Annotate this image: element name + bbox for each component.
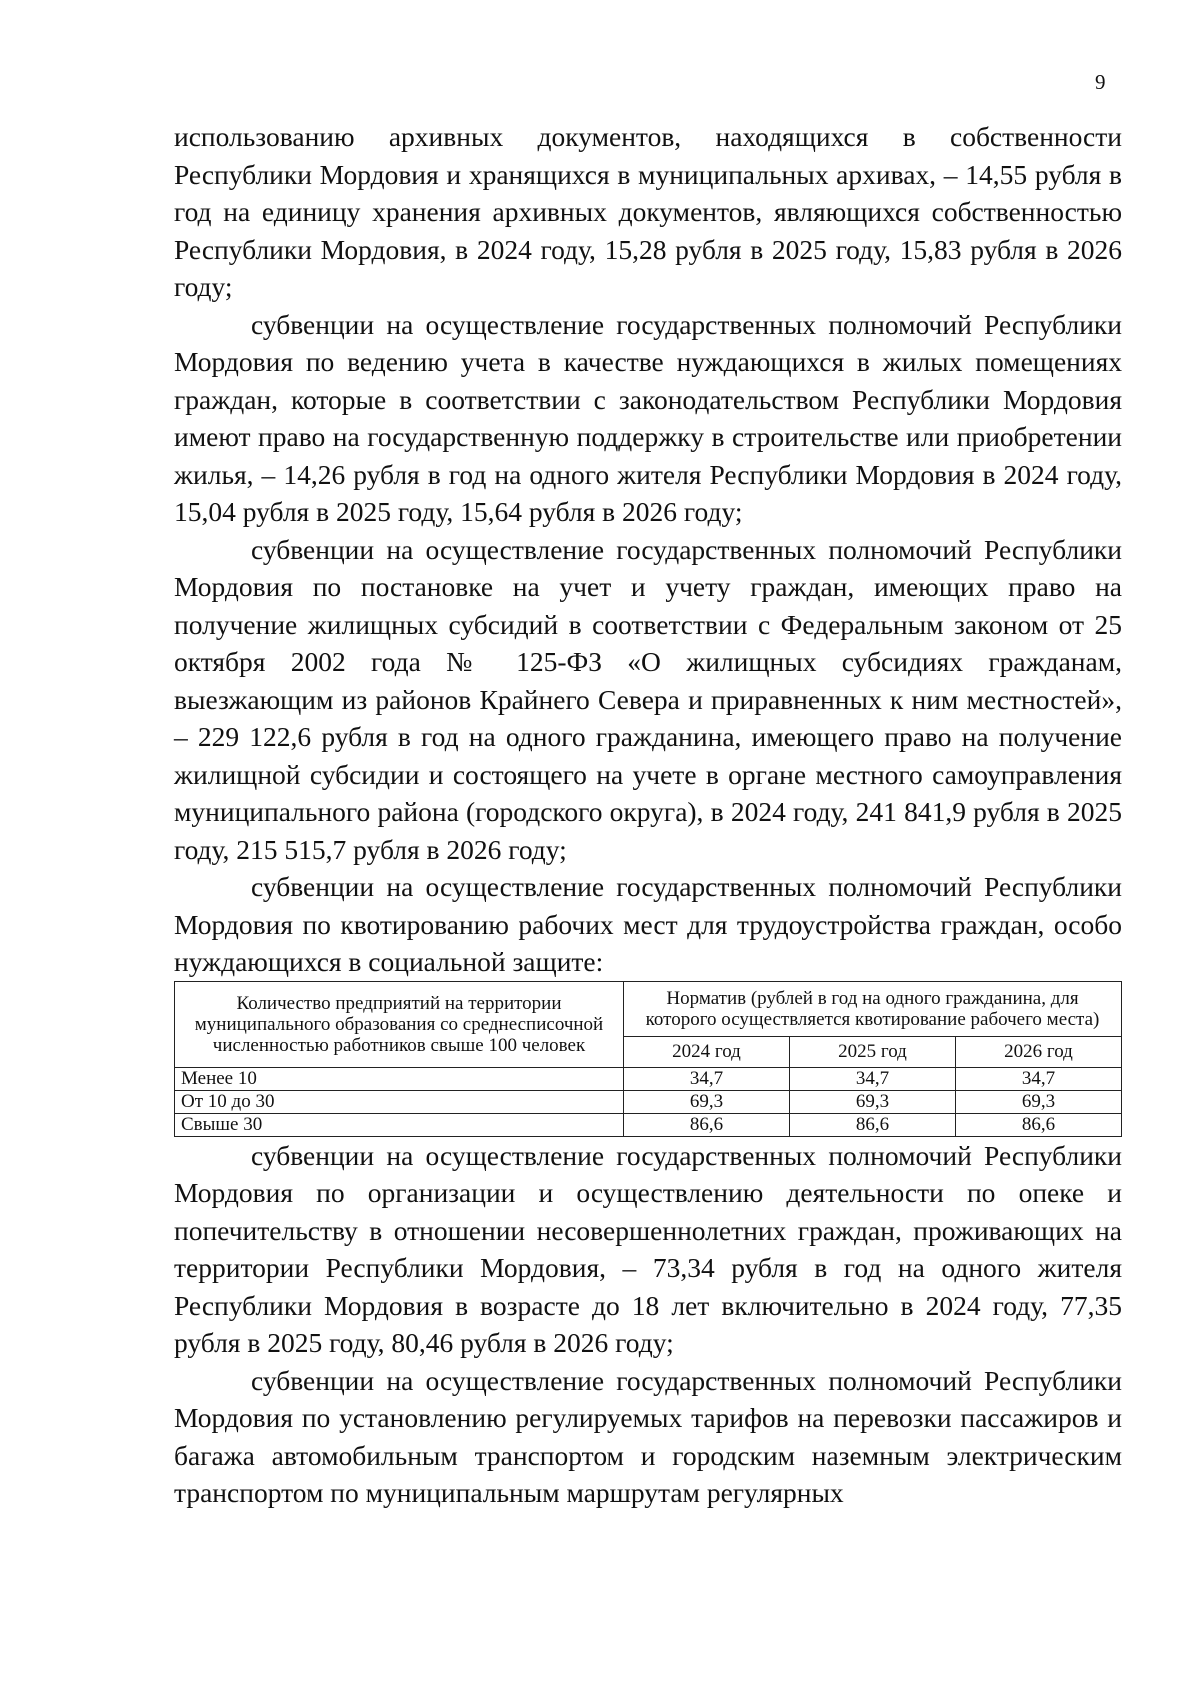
paragraph-transport-tariffs: субвенции на осуществление государственных полномочий Республики Мордовия по установлению регулируемых тарифов на перевозки пассажиров и багажа автомобильным транспортом и городским наземным электрическим транспортом по муниципальным маршрутам регулярных: [174, 1364, 1122, 1508]
row-value-2024: 34,7: [624, 1067, 790, 1090]
header-year-2026: 2026 год: [955, 1036, 1121, 1067]
paragraph-guardianship: субвенции на осуществление государственных полномочий Республики Мордовия по организации и осуществлению деятельности по опеке и попечительству в отношении несовершеннолетних граждан, проживающих на территории Республики Мордовия, – 73,34 рубля в год на одного жителя Республики Мордовия в возрасте до 18 лет включительно в 2024 году, 77,35 рубля в 2025 году, 80,46 рубля в 2026 году;: [174, 1139, 1122, 1358]
paragraph-housing-subsidies: субвенции на осуществление государственных полномочий Республики Мордовия по постановке на учет и учету граждан, имеющих право на получение жилищных субсидий в соответствии с Федеральным законом от 25 октября 2002 года № 125-ФЗ «О жилищных субсидиях гражданам, выезжающим из районов Крайнего Севера и приравненных к ним местностей», – 229 122,6 рубля в год на одного гражданина, имеющего право на получение жилищной субсидии и состоящего на учете в органе местного самоуправления муниципального района (городского округа), в 2024 году, 241 841,9 рубля в 2025 году, 215 515,7 рубля в 2026 году;: [174, 533, 1122, 865]
paragraph-archives: использованию архивных документов, находящихся в собственности Республики Мордовия и хранящихся в муниципальных архивах, – 14,55 рубля в год на единицу хранения архивных документов, являющихся собственностью Республики Мордовия, в 2024 году, 15,28 рубля в 2025 году, 15,83 рубля в 2026 году;: [174, 121, 1122, 302]
header-year-2025: 2025 год: [789, 1036, 955, 1067]
row-value-2024: 86,6: [624, 1113, 790, 1136]
quota-norms-table: [174, 981, 1122, 1137]
row-category: Менее 10: [175, 1067, 624, 1090]
table-row: [175, 1113, 1122, 1136]
row-value-2025: 86,6: [789, 1113, 955, 1136]
table-row: [175, 1090, 1122, 1113]
page-number: 9: [1095, 70, 1106, 94]
row-value-2024: 69,3: [624, 1090, 790, 1113]
table-row: [175, 1067, 1122, 1090]
row-value-2026: 86,6: [955, 1113, 1121, 1136]
paragraph-job-quotas: субвенции на осуществление государственных полномочий Республики Мордовия по квотированию рабочих мест для трудоустройства граждан, особо нуждающихся в социальной защите:: [174, 871, 1122, 977]
header-enterprise-count: Количество предприятий на территории муниципального образования со среднесписочной численностью работников свыше 100 человек: [175, 981, 624, 1067]
header-norm: Норматив (рублей в год на одного гражданина, для которого осуществляется квотирование рабочего места): [624, 981, 1122, 1036]
row-value-2026: 34,7: [955, 1067, 1121, 1090]
row-value-2025: 69,3: [789, 1090, 955, 1113]
paragraph-housing-registry: субвенции на осуществление государственных полномочий Республики Мордовия по ведению учета в качестве нуждающихся в жилых помещениях граждан, которые в соответствии с законодательством Республики Мордовия имеют право на государственную поддержку в строительстве или приобретении жилья, – 14,26 рубля в год на одного жителя Республики Мордовия в 2024 году, 15,04 рубля в 2025 году, 15,64 рубля в 2026 году;: [174, 308, 1122, 527]
table-header-row: [175, 981, 1122, 1036]
document-body: [174, 118, 1122, 1512]
row-category: Свыше 30: [175, 1113, 624, 1136]
row-value-2025: 34,7: [789, 1067, 955, 1090]
header-year-2024: 2024 год: [624, 1036, 790, 1067]
row-category: От 10 до 30: [175, 1090, 624, 1113]
row-value-2026: 69,3: [955, 1090, 1121, 1113]
